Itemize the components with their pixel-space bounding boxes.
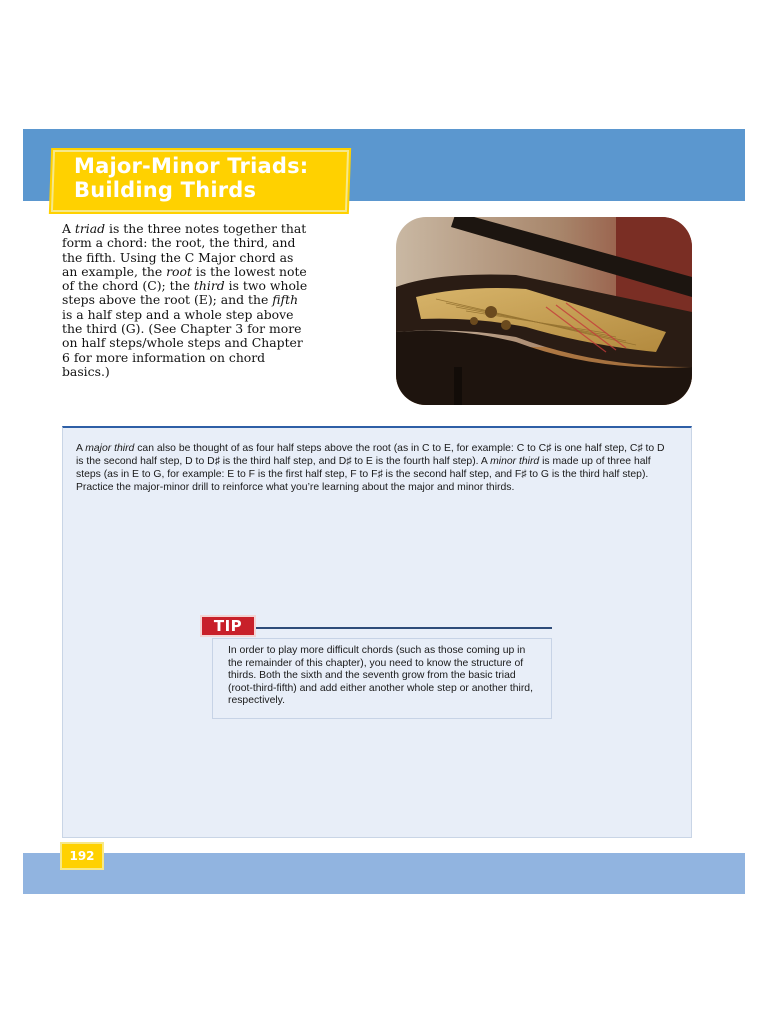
term-root: root: [166, 263, 192, 279]
panel-text: can also be thought of as four half steps above the root (as in C to E, for example: C to C♯ is one half step, C♯ to D is the second half step, D to D♯ is the third half step, and D♯ to E is the fourth half step). A: [76, 443, 665, 467]
term-fifth: fifth: [272, 292, 299, 308]
tip-badge: TIP: [200, 615, 256, 637]
page-title: [74, 154, 344, 202]
page-number: 192: [60, 842, 104, 870]
tip-divider: [212, 627, 552, 629]
grand-piano-illustration: [396, 217, 692, 405]
panel-paragraph: [76, 442, 674, 494]
intro-text: A: [62, 221, 75, 236]
footer-band: [23, 853, 745, 894]
page-title-line2: Building Thirds: [74, 178, 257, 202]
page-title-line1: Major-Minor Triads:: [74, 154, 309, 178]
term-major-third: major third: [85, 443, 135, 454]
intro-text: is the three notes together that form a chord: the root, the third, and the fifth. Using the C Major chord as an example, the: [62, 221, 307, 279]
intro-paragraph: [62, 222, 312, 379]
panel-text: is made up of three half steps (as in E to G, for example: E to F is the first half step, F to F♯ is the second half step, and F♯ to G is the third half step). Practice the major-minor drill to reinforce what you’re learning about the major and minor thirds.: [76, 456, 651, 493]
intro-text: is the lowest note of the chord (C); the: [62, 263, 307, 294]
panel-text: A: [76, 443, 86, 454]
tip-text: In order to play more difficult chords (such as those coming up in the remainder of this chapter), you need to know the structure of thirds. Both the sixth and the seventh grow from the basic triad (root-third-fifth) and add either another whole step or another third, respectively.: [228, 645, 533, 706]
intro-text: is two whole steps above the root (E); and the: [62, 278, 308, 308]
term-third: third: [193, 278, 225, 294]
intro-text: is a half step and a whole step above the third (G). (See Chapter 3 for more on half steps/whole steps and Chapter 6 for more information on chord basics.): [62, 306, 303, 379]
grand-piano-photo: [396, 217, 692, 405]
term-minor-third: minor third: [490, 456, 540, 467]
term-triad: triad: [74, 221, 106, 236]
